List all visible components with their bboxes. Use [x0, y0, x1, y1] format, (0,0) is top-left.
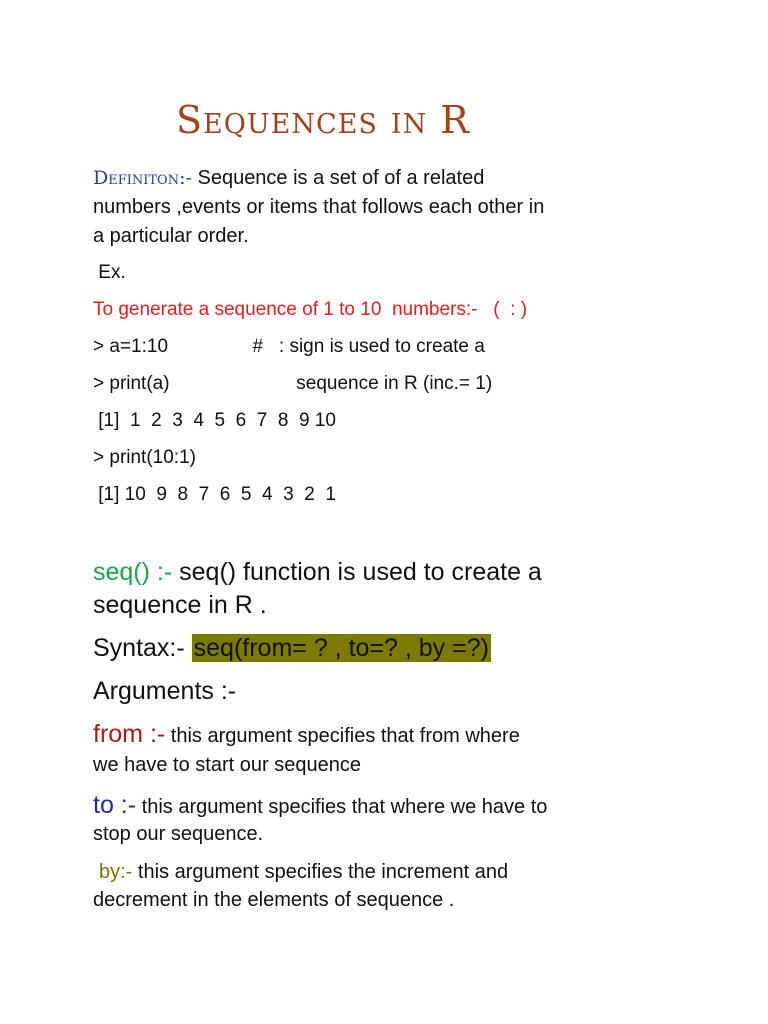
by-text-1: this argument specifies the increment and [132, 861, 509, 883]
code-line-2: > print(a) sequence in R (inc.= 1) [93, 373, 493, 394]
from-text-1: this argument specifies that from where [165, 725, 520, 747]
definition-label: Definiton:- [93, 167, 192, 189]
example-label: Ex. [93, 262, 126, 283]
seq-text-1: seq() function is used to create a [172, 558, 542, 586]
code-line-5: [1] 10 9 8 7 6 5 4 3 2 1 [93, 484, 336, 505]
definition-line-1 [93, 164, 484, 193]
from-line-1 [93, 718, 520, 754]
by-line-1 [93, 858, 508, 887]
definition-text-3: a particular order. [93, 225, 249, 247]
code-line-1: > a=1:10 # : sign is used to create a [93, 336, 485, 357]
from-text-2: we have to start our sequence [93, 754, 361, 776]
seq-text-2: sequence in R . [93, 591, 267, 619]
syntax-line [93, 632, 491, 665]
code-line-4: > print(10:1) [93, 447, 196, 468]
syntax-label: Syntax:- [93, 634, 192, 662]
to-text-1: this argument specifies that where we have to [136, 796, 548, 818]
definition-text-2: numbers ,events or items that follows each other in [93, 196, 545, 218]
from-label: from :- [93, 720, 166, 748]
seq-label: seq() :- [93, 558, 173, 586]
syntax-code: seq(from= ? , to=? , by =?) [193, 634, 489, 662]
by-label: by:- [99, 861, 133, 883]
example-heading: To generate a sequence of 1 to 10 numbers:- ( : ) [93, 299, 528, 320]
definition-text-1: Sequence is a set of of a related [191, 167, 485, 189]
arguments-heading: Arguments :- [93, 677, 237, 705]
to-text-2: stop our sequence. [93, 823, 264, 845]
seq-line-1 [93, 556, 542, 589]
by-text-2: decrement in the elements of sequence . [93, 889, 455, 911]
page-title: Sequences in R [176, 98, 470, 142]
code-line-3: [1] 1 2 3 4 5 6 7 8 9 10 [93, 410, 336, 431]
to-label: to :- [93, 791, 137, 819]
